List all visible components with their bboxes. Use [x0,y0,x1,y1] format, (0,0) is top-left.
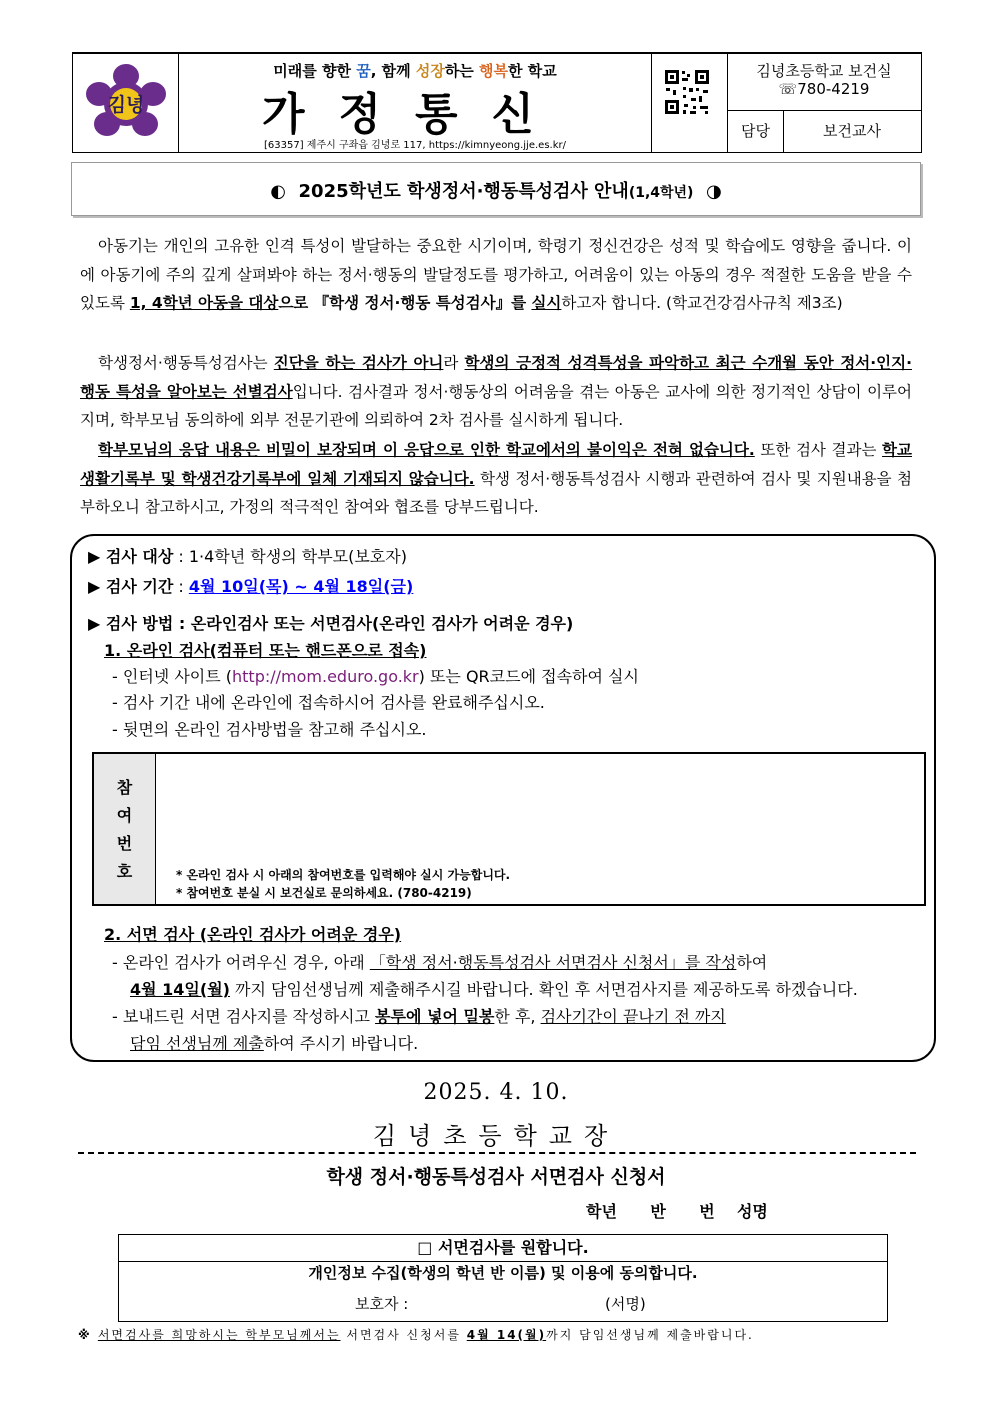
cut-line [78,1152,916,1154]
notice-title-box [71,162,921,216]
eduro-link[interactable]: http://mom.eduro.go.kr [232,667,419,686]
participation-number-box [92,752,926,906]
participation-note-2: * 참여번호 분실 시 보건실로 문의하세요. (780-4219) [176,886,472,900]
privacy-consent: 개인정보 수집(학생의 학년 반 이름) 및 이용에 동의합니다. [308,1264,698,1282]
online-step-1: - 인터넷 사이트 (http://mom.eduro.go.kr) 또는 QR코드에 접속하여 실시 [112,667,639,686]
method-line: ▶ 검사 방법 : 온라인검사 또는 서면검사(온라인 검사가 어려운 경우) [88,614,574,633]
page-title: 가정통신 [261,89,568,140]
target-line: ▶ 검사 대상 : 1·4학년 학생의 학부모(보호자) [88,547,407,566]
paper-step-2: 4월 14일(월) 까지 담임선생님께 제출해주시길 바랍니다. 확인 후 서면검사지를 제공하도록 하겠습니다. [130,980,858,999]
student-info-line: 학년 반 번 성명 [586,1202,768,1221]
paper-step-3: - 보내드린 서면 검사지를 작성하시고 봉투에 넣어 밀봉한 후, 검사기간이 끝나기 전 까지 [112,1007,726,1026]
school-phone: ☏780-4219 [778,80,870,98]
half-circle-icon: ◑ [706,181,722,202]
svg-text:김녕: 김녕 [107,94,145,116]
manager-name: 보건교사 [823,122,881,140]
application-title: 학생 정서·행동특성검사 서면검사 신청서 [326,1166,666,1188]
participation-note-1: * 온라인 검사 시 아래의 참여번호를 입력해야 실시 가능합니다. [176,868,511,882]
period-line: ▶ 검사 기간 : 4월 10일(목) ~ 4월 18일(금) [88,577,414,596]
school-slogan: 미래를 향한 꿈, 함께 성장하는 행복한 학교 [273,62,557,80]
participation-number-label: 참 여 번 호 [94,754,156,904]
paper-test-checkbox[interactable]: □ 서면검사를 원합니다. [119,1235,887,1262]
privacy-paragraph: 학부모님의 응답 내용은 비밀이 보장되며 이 응답으로 인한 학교에서의 불이익은 전혀 없습니다. 또한 검사 결과는 학교생활기록부 및 학생건강기록부에 일체 기재되지 않습니다. 학생 정서·행동특성검사 시행과 관련하여 검사 및 지원내용을 첨부하오니 참고하시고, 가정의 적극적인 참여와 협조를 당부드립니다. [80,441,912,516]
school-address: [63357] 제주시 구좌읍 김녕로 117, https://kimnyeong.jje.es.kr/ [264,140,566,151]
issue-date: 2025. 4. 10. [423,1080,569,1105]
school-logo [83,62,169,144]
qr-code-icon[interactable] [663,68,711,116]
paper-step-1: - 온라인 검사가 어려우신 경우, 아래 「학생 정서·행동특성검사 서면검사 신청서」를 작성하여 [112,953,768,972]
signature-field[interactable]: (서명) [605,1295,646,1313]
application-form [118,1234,888,1322]
online-test-title: 1. 온라인 검사(컴퓨터 또는 핸드폰으로 접속) [104,641,427,660]
manager-label: 담당 [741,122,770,140]
paper-test-title: 2. 서면 검사 (온라인 검사가 어려운 경우) [104,925,402,944]
online-step-2: - 검사 기간 내에 온라인에 접속하시어 검사를 완료해주십시오. [112,693,545,712]
school-name: 김녕초등학교 보건실 [756,62,892,80]
principal-signature: 김녕초등학교장 [372,1122,620,1150]
purpose-paragraph: 학생정서·행동특성검사는 진단을 하는 검사가 아니라 학생의 긍정적 성격특성을 파악하고 최근 수개월 동안 정서·인지·행동 특성을 알아보는 선별검사입니다. 검사결과 정서·행동상의 어려움을 겪는 아동은 교사에 의한 정기적인 상담이 이루어지며, 학부모님 동의하에 외부 전문기관에 의뢰하여 2차 검사를 실시하게 됩니다. [80,354,913,429]
half-circle-icon: ◐ [270,181,286,202]
paper-step-4: 담임 선생님께 제출하여 주시기 바랍니다. [130,1034,419,1053]
notice-title: ◐ 2025학년도 학생정서·행동특성검사 안내(1,4학년) ◑ [270,181,722,202]
letterhead [72,52,922,153]
online-step-3: - 뒷면의 온라인 검사방법을 참고해 주십시오. [112,720,427,739]
intro-paragraph: 아동기는 개인의 고유한 인격 특성이 발달하는 중요한 시기이며, 학령기 정신건강은 성적 및 학습에도 영향을 줍니다. 이에 아동기에 주의 깊게 살펴봐야 하는 정서·행동의 발달정도를 평가하고, 어려움이 있는 아동의 경우 적절한 도움을 받을 수 있도록 1, 4학년 아동을 대상으로 『학생 정서·행동 특성검사』를 실시하고자 합니다. (학교건강검사규칙 제3조) [80,237,912,312]
footer-note: ※ 서면검사를 희망하시는 학부모님께서는 서면검사 신청서를 4월 14(월)까지 담임선생님께 제출바랍니다. [78,1328,754,1342]
guardian-label: 보호자 : [355,1295,409,1313]
